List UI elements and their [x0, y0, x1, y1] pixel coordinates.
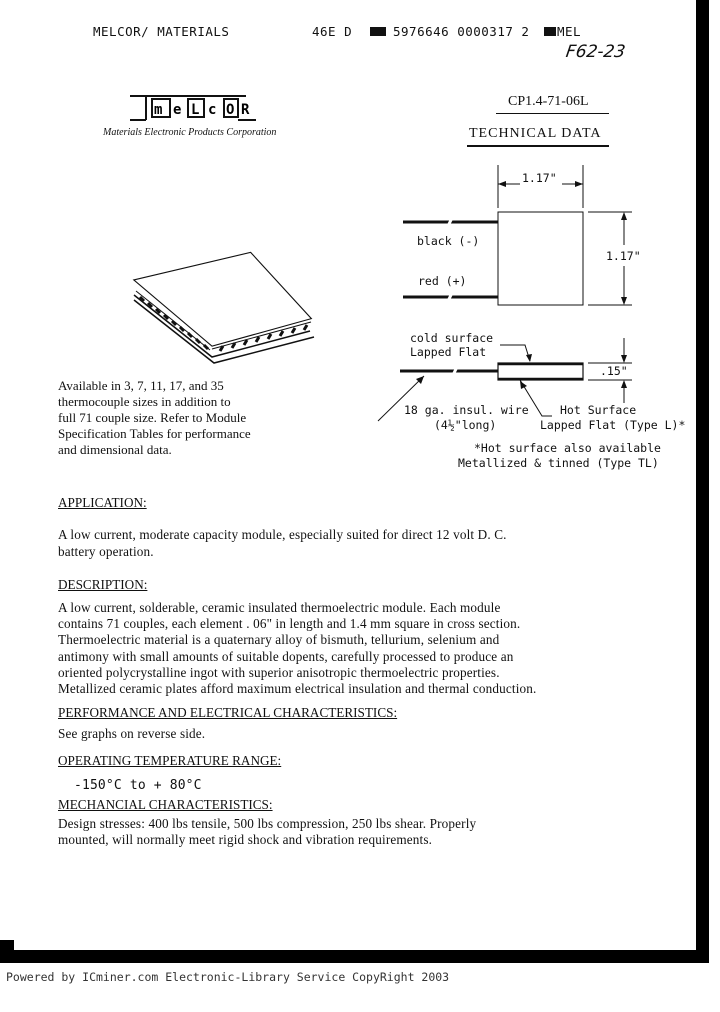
- availability-line: Specification Tables for performance: [58, 426, 251, 441]
- description-text: Metallized ceramic plates afford maximum electrical insulation and thermal conduction.: [58, 681, 537, 696]
- thickness-dimension: .15": [600, 364, 628, 378]
- availability-line: full 71 couple size. Refer to Module: [58, 410, 247, 425]
- mechanical-text: Design stresses: 400 lbs tensile, 500 lbs compression, 250 lbs shear. Properly: [58, 816, 477, 831]
- scan-border-left: [0, 940, 14, 963]
- description-text: oriented polycrystalline ingot with superior anisotropic thermoelectric properties.: [58, 665, 500, 680]
- footer-copyright: Powered by ICminer.com Electronic-Library Service CopyRight 2003: [6, 970, 450, 984]
- doc-title: TECHNICAL DATA: [469, 126, 602, 141]
- mechanical-heading: MECHANCIAL CHARACTERISTICS:: [58, 797, 273, 812]
- temperature-heading: OPERATING TEMPERATURE RANGE:: [58, 753, 282, 768]
- wire-label: 18 ga. insul. wire: [404, 403, 529, 417]
- svg-text:c: c: [208, 102, 217, 118]
- cold-surface-label: cold surface: [410, 331, 494, 345]
- svg-text:R: R: [241, 102, 250, 118]
- application-text: battery operation.: [58, 544, 154, 559]
- application-text: A low current, moderate capacity module, especially suited for direct 12 volt D. C.: [58, 527, 507, 542]
- width-dimension: 1.17": [522, 171, 557, 185]
- performance-heading: PERFORMANCE AND ELECTRICAL CHARACTERISTICS:: [58, 705, 398, 720]
- svg-text:e: e: [173, 102, 182, 118]
- performance-text: See graphs on reverse side.: [58, 726, 206, 741]
- header-code2: 5976646 0000317 2: [393, 24, 530, 39]
- cold-surface-label: Lapped Flat: [410, 345, 487, 359]
- hot-surface-label: Hot Surface: [560, 403, 637, 417]
- description-heading: DESCRIPTION:: [58, 577, 148, 592]
- description-text: Thermoelectric material is a quaternary alloy of bismuth, tellurium, selenium and: [58, 632, 500, 647]
- hot-surface-note: Metallized & tinned (Type TL): [458, 456, 659, 470]
- temperature-range: -150°C to + 80°C: [74, 778, 202, 793]
- availability-line: thermocouple sizes in addition to: [58, 394, 231, 409]
- svg-text:m: m: [154, 102, 163, 118]
- wire-length-label: (4½"long): [434, 418, 497, 432]
- height-dimension: 1.17": [606, 249, 641, 263]
- description-text: contains 71 couples, each element . 06" in length and 1.4 mm square in cross section.: [58, 616, 521, 631]
- scan-border-bottom: [0, 950, 709, 963]
- hot-surface-label: Lapped Flat (Type L)*: [540, 418, 686, 432]
- mechanical-text: mounted, will normally meet rigid shock and vibration requirements.: [58, 832, 433, 847]
- hot-surface-note: *Hot surface also available: [474, 441, 661, 455]
- svg-text:L: L: [191, 102, 200, 118]
- part-number: CP1.4-71-06L: [508, 94, 589, 109]
- logo-tagline: Materials Electronic Products Corporation: [103, 127, 277, 138]
- header-code3: MEL: [557, 24, 582, 39]
- description-text: A low current, solderable, ceramic insulated thermoelectric module. Each module: [58, 600, 501, 615]
- availability-line: Available in 3, 7, 11, 17, and 35: [58, 378, 224, 393]
- header-company: MELCOR/ MATERIALS: [93, 24, 230, 39]
- application-heading: APPLICATION:: [58, 495, 147, 510]
- black-wire-label: black (-): [417, 234, 480, 248]
- header-code: 46E D: [312, 24, 353, 39]
- red-wire-label: red (+): [418, 274, 467, 288]
- svg-text:O: O: [226, 102, 235, 118]
- availability-line: and dimensional data.: [58, 442, 172, 457]
- handwritten-note: F62-23: [564, 42, 627, 62]
- description-text: antimony with small amounts of suitable dopents, carefully processed to produce an: [58, 649, 514, 664]
